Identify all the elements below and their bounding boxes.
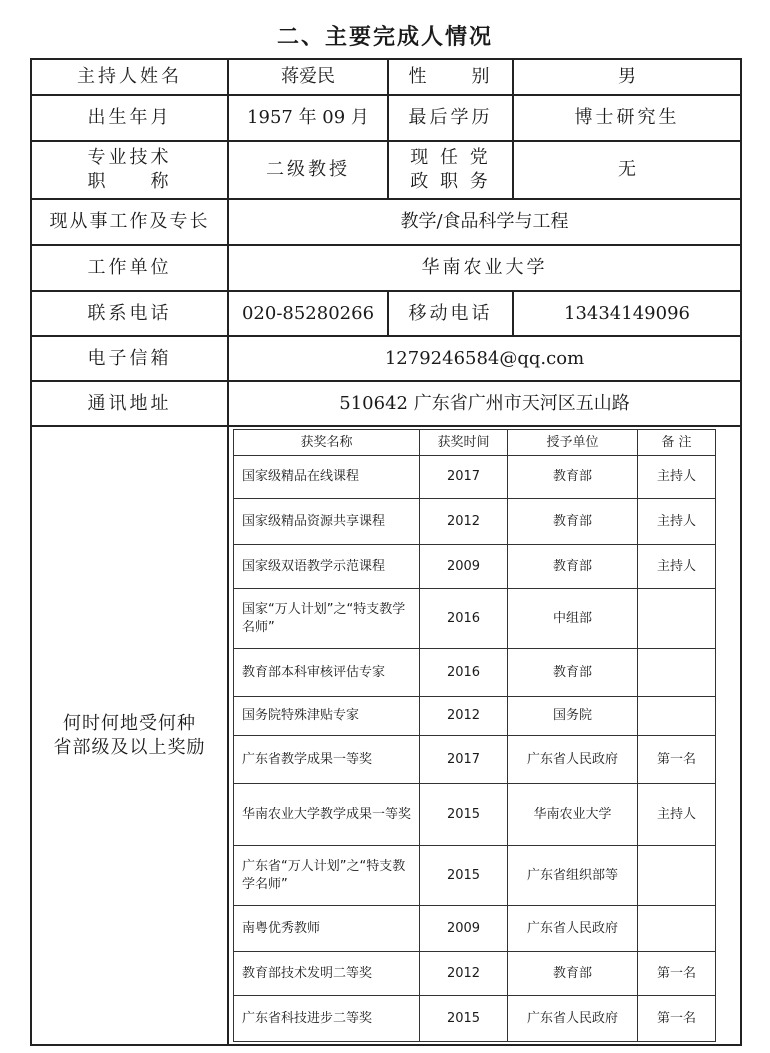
award-org: 教育部 [508,952,638,996]
party-post-label [388,141,513,199]
award-year: 2016 [420,649,508,697]
mobile-label: 移动电话 [388,291,513,336]
award-name: 广东省“万人计划”之“特支教学名师” [234,846,420,906]
address-label: 通讯地址 [31,381,228,426]
mobile-value: 13434149096 [513,291,741,336]
page-title: 二、主要完成人情况 [276,24,493,50]
professional-title-value: 二级教授 [228,141,388,199]
phone-label: 联系电话 [31,291,228,336]
award-year: 2012 [420,952,508,996]
award-name: 广东省科技进步二等奖 [234,996,420,1042]
awards-table [233,429,716,1042]
birth-label: 出生年月 [31,95,228,141]
award-name: 教育部本科审核评估专家 [234,649,420,697]
person-info-table [30,58,742,1046]
table-row [234,649,716,697]
award-org: 教育部 [508,456,638,499]
award-org: 教育部 [508,545,638,589]
award-year: 2012 [420,499,508,545]
name-value: 蒋爱民 [228,59,388,95]
table-row [234,456,716,499]
table-row [234,499,716,545]
award-note: 主持人 [638,784,716,846]
award-year: 2017 [420,456,508,499]
gender-label: 性 别 [388,59,513,95]
awards-header-name: 获奖名称 [234,430,420,456]
award-org: 广东省人民政府 [508,906,638,952]
table-row [234,736,716,784]
award-org: 中组部 [508,589,638,649]
birth-value: 1957 年 09 月 [228,95,388,141]
email-label: 电子信箱 [31,336,228,381]
award-name: 国家级精品在线课程 [234,456,420,499]
awards-header-year: 获奖时间 [420,430,508,456]
award-org: 国务院 [508,697,638,736]
award-year: 2016 [420,589,508,649]
awards-label [31,426,228,1045]
award-note [638,906,716,952]
work-specialty-label: 现从事工作及专长 [31,199,228,245]
employer-label: 工作单位 [31,245,228,291]
gender-value: 男 [513,59,741,95]
award-year: 2017 [420,736,508,784]
address-value: 510642 广东省广州市天河区五山路 [228,381,741,426]
phone-value: 020-85280266 [228,291,388,336]
name-label: 主持人姓名 [31,59,228,95]
work-specialty-value: 教学/食品科学与工程 [228,199,741,245]
table-row [234,996,716,1042]
award-note: 第一名 [638,736,716,784]
award-org: 教育部 [508,649,638,697]
table-row [234,952,716,996]
award-name: 国务院特殊津贴专家 [234,697,420,736]
party-post-label-line2: 政 职 务 [410,171,491,192]
award-org: 教育部 [508,499,638,545]
award-name: 国家“万人计划”之“特支教学名师” [234,589,420,649]
award-name: 国家级精品资源共享课程 [234,499,420,545]
award-note [638,649,716,697]
awards-cell [228,426,741,1045]
award-org: 广东省人民政府 [508,736,638,784]
award-name: 国家级双语教学示范课程 [234,545,420,589]
professional-title-label [31,141,228,199]
award-year: 2012 [420,697,508,736]
award-org: 华南农业大学 [508,784,638,846]
party-post-value: 无 [513,141,741,199]
table-row [234,784,716,846]
award-note: 主持人 [638,499,716,545]
education-value: 博士研究生 [513,95,741,141]
awards-header-note: 备 注 [638,430,716,456]
award-name: 教育部技术发明二等奖 [234,952,420,996]
party-post-label-line1: 现 任 党 [410,147,491,168]
education-label: 最后学历 [388,95,513,141]
table-row [234,589,716,649]
award-year: 2015 [420,996,508,1042]
award-note [638,589,716,649]
award-note: 第一名 [638,996,716,1042]
award-year: 2009 [420,906,508,952]
table-row [234,906,716,952]
award-year: 2015 [420,784,508,846]
award-note: 主持人 [638,456,716,499]
award-name: 广东省教学成果一等奖 [234,736,420,784]
award-note [638,846,716,906]
award-org: 广东省人民政府 [508,996,638,1042]
awards-header-org: 授予单位 [508,430,638,456]
award-note: 第一名 [638,952,716,996]
awards-label-line1: 何时何地受何种 [63,712,196,734]
awards-label-line2: 省部级及以上奖励 [53,736,206,758]
table-row [234,697,716,736]
employer-value: 华南农业大学 [228,245,741,291]
award-org: 广东省组织部等 [508,846,638,906]
award-name: 南粤优秀教师 [234,906,420,952]
table-row [234,545,716,589]
email-value: 1279246584@qq.com [228,336,741,381]
professional-title-label-line2: 职 称 [87,171,172,192]
award-note: 主持人 [638,545,716,589]
award-note [638,697,716,736]
professional-title-label-line1: 专业技术 [87,147,172,168]
award-year: 2015 [420,846,508,906]
table-row [234,846,716,906]
award-name: 华南农业大学教学成果一等奖 [234,784,420,846]
award-year: 2009 [420,545,508,589]
